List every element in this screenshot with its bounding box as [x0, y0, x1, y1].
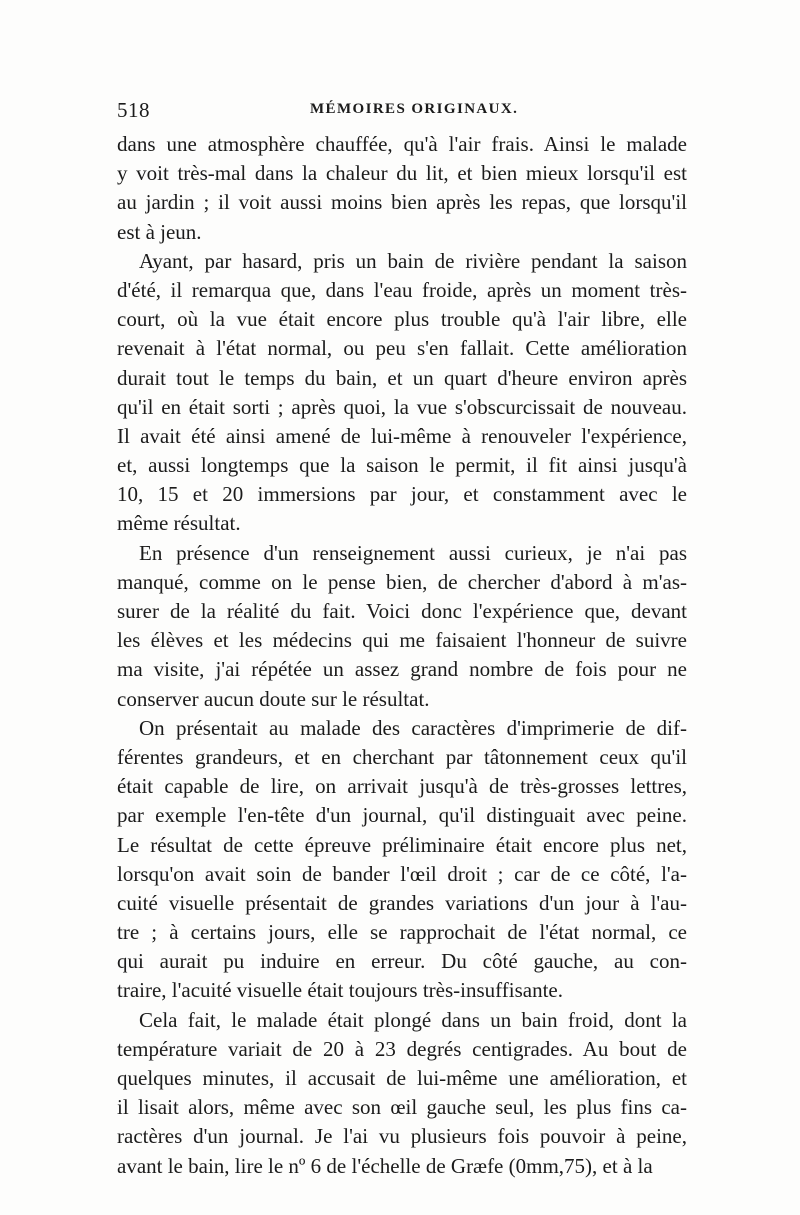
text-line: férentes grandeurs, et en cherchant par tâtonnement ceux qu'il: [117, 744, 687, 769]
body-text: [117, 130, 687, 1181]
text-line: ma visite, j'ai répétée un assez grand nombre de fois pour ne: [117, 657, 687, 682]
text-line: lorsqu'on avait soin de bander l'œil droit ; car de ce côté, l'a-: [117, 861, 687, 886]
text-line: court, où la vue était encore plus trouble qu'à l'air libre, elle: [117, 307, 687, 332]
text-line: traire, l'acuité visuelle était toujours très-insuffisante.: [117, 978, 564, 1003]
page-number: 518: [117, 98, 150, 122]
text-line: avant le bain, lire le nº 6 de l'échelle de Græfe (0mm,75), et à la: [117, 1153, 653, 1178]
paragraph: [117, 247, 687, 539]
running-head: MÉMOIRES ORIGINAUX.: [310, 101, 519, 117]
text-line: ractères d'un journal. Je l'ai vu plusieurs fois pouvoir à peine,: [117, 1124, 687, 1149]
text-line: y voit très-mal dans la chaleur du lit, et bien mieux lorsqu'il est: [117, 161, 687, 186]
text-line: qu'il en était sorti ; après quoi, la vue s'obscurcissait de nouveau.: [117, 394, 687, 419]
text-line: Il avait été ainsi amené de lui-même à renouveler l'expérience,: [117, 423, 687, 448]
paragraph: [117, 714, 687, 1006]
text-line: En présence d'un renseignement aussi curieux, je n'ai pas: [139, 540, 687, 565]
paragraph: [117, 1006, 687, 1181]
text-line: cuité visuelle présentait de grandes variations d'un jour à l'au-: [117, 890, 687, 915]
text-line: même résultat.: [117, 511, 241, 536]
text-line: durait tout le temps du bain, et un quart d'heure environ après: [117, 365, 687, 390]
text-line: Ayant, par hasard, pris un bain de rivière pendant la saison: [139, 248, 687, 273]
text-line: d'été, il remarqua que, dans l'eau froide, après un moment très-: [117, 277, 687, 302]
text-line: revenait à l'état normal, ou peu s'en fallait. Cette amélioration: [117, 336, 687, 361]
text-line: il lisait alors, même avec son œil gauche seul, les plus fins ca-: [117, 1095, 687, 1120]
text-line: et, aussi longtemps que la saison le permit, il fit ainsi jusqu'à: [117, 453, 687, 478]
text-line: manqué, comme on le pense bien, de chercher d'abord à m'as-: [117, 569, 687, 594]
text-line: Le résultat de cette épreuve préliminaire était encore plus net,: [117, 832, 687, 857]
paragraph: [117, 539, 687, 714]
paragraph: [117, 130, 687, 247]
text-line: tre ; à certains jours, elle se rapprochait de l'état normal, ce: [117, 920, 687, 945]
text-line: quelques minutes, il accusait de lui-même une amélioration, et: [117, 1066, 687, 1090]
page-header: [117, 98, 687, 128]
text-line: dans une atmosphère chauffée, qu'à l'air frais. Ainsi le malade: [117, 132, 687, 156]
text-line: les élèves et les médecins qui me faisaient l'honneur de suivre: [117, 628, 687, 653]
text-line: Cela fait, le malade était plongé dans un bain froid, dont la: [139, 1007, 687, 1032]
text-line: était capable de lire, on arrivait jusqu'à de très-grosses lettres,: [117, 774, 687, 799]
text-line: au jardin ; il voit aussi moins bien après les repas, que lorsqu'il: [117, 190, 687, 215]
text-line: par exemple l'en-tête d'un journal, qu'il distinguait avec peine.: [117, 803, 687, 828]
text-line: On présentait au malade des caractères d'imprimerie de dif-: [139, 715, 687, 740]
text-line: température variait de 20 à 23 degrés centigrades. Au bout de: [117, 1036, 687, 1061]
text-line: est à jeun.: [117, 219, 202, 244]
text-line: surer de la réalité du fait. Voici donc l'expérience que, devant: [117, 599, 687, 623]
text-line: 10, 15 et 20 immersions par jour, et constamment avec le: [117, 482, 687, 507]
text-line: conserver aucun doute sur le résultat.: [117, 686, 430, 711]
text-line: qui aurait pu induire en erreur. Du côté gauche, au con-: [117, 949, 687, 974]
